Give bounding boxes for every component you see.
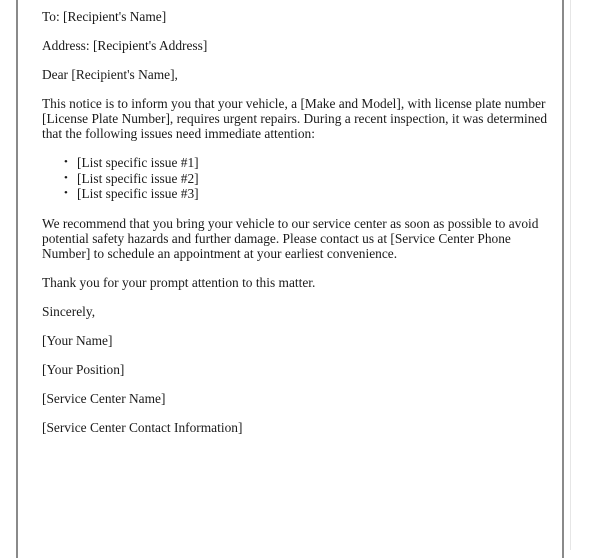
- intro-paragraph: This notice is to inform you that your vehicle, a [Make and Model], with license plate number [License Plate Number], requires urgent repairs. During a recent inspection, it was determined that the following issues need immediate attention:: [42, 96, 548, 141]
- closing-line: Sincerely,: [42, 303, 96, 319]
- to-line: To: [Recipient's Name]: [42, 9, 167, 24]
- bullet-icon: •: [64, 187, 68, 199]
- service-center-name: [Service Center Name]: [42, 390, 166, 406]
- bullet-icon: •: [64, 171, 68, 184]
- letter-body: [42, 9, 554, 449]
- issue-text: [List specific issue #2]: [77, 170, 199, 186]
- issue-item: [64, 155, 554, 171]
- issues-list: [42, 155, 554, 202]
- bullet-icon: •: [64, 156, 68, 168]
- issue-text: [List specific issue #1]: [77, 155, 199, 170]
- signature-name: [Your Name]: [42, 332, 113, 348]
- recommendation-paragraph: We recommend that you bring your vehicle to our service center as soon as possible to avoid potential safety hazards and further damage. Please contact us at [Service Center Phone Number] to schedule an appointment at your earliest convenience.: [42, 215, 539, 261]
- service-center-contact: [Service Center Contact Information]: [42, 419, 243, 435]
- letter-page: [16, 0, 564, 558]
- page-edge-shadow: [570, 0, 571, 550]
- thanks-line: Thank you for your prompt attention to this matter.: [42, 274, 316, 290]
- signature-position: [Your Position]: [42, 361, 125, 377]
- issue-item: [64, 170, 554, 187]
- address-line: Address: [Recipient's Address]: [42, 38, 208, 53]
- issue-item: [64, 186, 554, 202]
- issue-text: [List specific issue #3]: [77, 186, 199, 201]
- salutation: Dear [Recipient's Name],: [42, 67, 178, 82]
